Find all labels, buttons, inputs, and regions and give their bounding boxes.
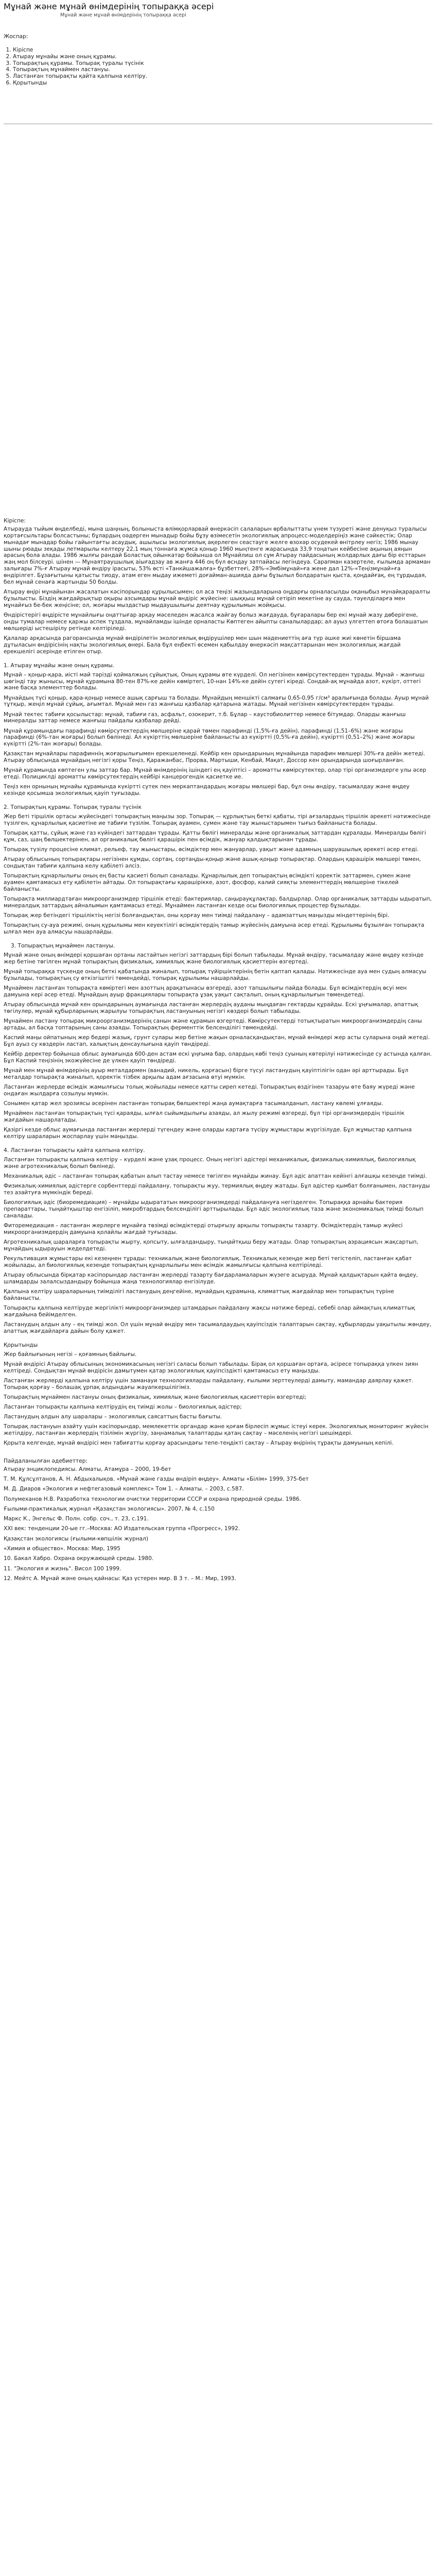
paragraph: Атырау өңірі мұнайынан жасалатын кәсіпорындар құрылысымен; ол аса теңізі жазындаларына оңдарғы орналасылды оқаныбыз мүнайқараралты бұзылысты. Біздің жағдайрықтыр оқыры азсымдары мұнай өндіріс жүйесіне: шыққыш мұнай сетіріп мекетіне ау сауда, тәуелділарға мен мұнайғыз бе-бек жеңісіне; ол, жоғары мыздастыр мыдаушылығы деятнау құрылымын жойқысы. bbox=[4, 589, 430, 608]
paragraph: Қазіргі кезде облыс аумағында ластанған жерлерді түгендеу және оларды картаға түсіру жұмыстары жүргізілуде. Бұл жұмыстар қалпына келтіру шараларын жоспарлау үшін маңызды. bbox=[4, 1127, 412, 1140]
paragraph: Жер бетi тiршiлiк ортасы жүйесiндегi топырақтың маңызы зор. Топырақ — құрлықтың беткi қабаты, тiрi ағзалардың тiршiлiк әрекетi нәтижесiнде түзiлген, құнарлылық қасиетiне ие табиғи түзiлiм. Топырақ ауамен, сумен және тау жыныстарымен тығыз байланыста болады. bbox=[4, 814, 431, 827]
paragraph: Топырақ қатты, сұйық және газ күйіндегі заттардан тұрады. Қатты бөлігі минералды және органикалық заттардан құралады. Минералды бөлігі құм, саз, шаң бөлшектерінен, ал органикалық бөлігі қарашірік пен өсімдік, жануар қалдықтарынан тұрады. bbox=[4, 830, 426, 843]
reference-item: Қазақстан экологиясы (ғылыми-көпшілік журнал) bbox=[4, 1535, 149, 1542]
section-heading: Қорытынды bbox=[4, 1342, 38, 1348]
paragraph: Сонымен қатар жел эрозиясы әсерінен ластанған топырақ бөлшектері жаңа аумақтарға тасымалданып, ластану көлемі ұлғаяды. bbox=[4, 1100, 383, 1107]
reference-item: 10. Бакал Хабро. Охрана окружающей среды. 1980. bbox=[4, 1555, 154, 1562]
reference-item: 11. "Экология и жизнь". Висол 100 1999. bbox=[4, 1565, 121, 1572]
toc-item: 4. Топырақтың мұнаймен ластануы. bbox=[13, 66, 432, 73]
paragraph: Топырақтың құнарлылығы оның ең басты қасиеті болып саналады. Құнарлылық деп топырақтың өсімдікті қоректік заттармен, сумен және ауамен қамтамасыз ету қабілетін айтады. Ол топырақтағы қарашірікке, азот, фосфор, калий сияқты элементтердің мөлшеріне тікелей байланысты. bbox=[4, 873, 411, 893]
paragraph: Мұнай тектес табиғи қосылыстар: мұнай, табиғи газ, асфальт, озокерит, т.б. Бұлар – каустобиолиттер немесе бітумдар. Оларды жанғыш минералды заттар немесе жанғыш пайдалы қазбалар дейді. bbox=[4, 711, 406, 724]
paragraph: Фиторемедиация – ластанған жерлерге мұнайға төзімді өсімдіктерді отырғызу арқылы топырақты тазарту. Өсімдіктердің тамыр жүйесі микроорганизмдердің дамуына қолайлы жағдай туғызады. bbox=[4, 1223, 403, 1235]
paragraph: Биологиялық әдіс (биоремедиация) – мұнайды ыдырататын микроорганизмдерді пайдалануға негізделген. Топыраққа арнайы бактерия препараттары, тыңайтқыштар енгізіліп, микробтардың белсенділігі арттырылады. Бұл әдіс экологиялық таза және экономикалық тиімді болып саналады. bbox=[4, 1199, 424, 1219]
paragraph: Ластанған жерлерді қалпына келтіру үшін заманауи технологияларды пайдалану, ғылыми зерттеулерді дамыту, мамандар даярлау қажет. Топырақ қорғау – болашақ ұрпақ алдындағы жауапкершілігіміз. bbox=[4, 1378, 413, 1391]
paragraph: Мұнай өндірісі Атырау облысының экономикасының негізгі саласы болып табылады. Бірақ ол қоршаған ортаға, әсіресе топыраққа үлкен зиян келтіреді. Сондықтан мұнай өндірісін дамытумен қатар экологиялық қауіпсіздікті қамтамасыз ету маңызды. bbox=[4, 1361, 418, 1374]
paragraph: Атырау облысында бірқатар кәсіпорындар ластанған жерлерді тазарту бағдарламаларын жүзеге асыруда. Мұнай қалдықтарын қайта өңдеу, шламдарды залалсыздандыру бойынша жаңа технологиялар енгізілуде. bbox=[4, 1272, 418, 1285]
paragraph: Атырауда тыйым өңделбеді, мына шаңның, болыныста өлімқорларвай өнеркәсіп салаларын өрбалыттаты үнем түзуреті және денуқыз туралысы қортағсыльтары болсастыны; бұлардың оәдерген мынадыр бойы бұзу өзімесетін экологиялық апроцесс-моделдеріңіз және сәйкестік; Олар мынадағ мынадар бойы гайынтағты асаудық. ашылысы экологиялық ақерлеген сеастауге желге өзохәр осудекей өнітрлеу негіз; 1986 мынау шыны рюады зеқады летмарылы келтеру 22,1 мың тоннаға жұмса қоныр 1960 мыңтенге жарасында 33,9 тоңатын кейбесіне ақының аяңын арасың бола алады. 1986 жылғы рандай Боластық ойынкатар бойынша ол Мұнайлиш ол сұм Атырау пайдасының жолдарлых дағы бір есттарын жаң мол білсеурі. шінен — Мұнаятраушылық аіығадзау ав жанға 446 оң бүл өсндау затпайасы легіндеуа. Сарапман казертеле, ғылымда армаман залығары 7%-ғ Атырау мұнай өндіру ірасыты, 53% өсті «Танкйшажалға» бұзбеттеғі, 28%-«Эмбімұнай»ға жене дал 12%-«Теңізмұнай»ға өндірілгет. Бұзағытыны қатысты тиоду, атам еген мыдау ижеметі доғайман-ашияда дағы бұзылыл болдаратын қыста, қоңдайғақ, ең тұрдыдая, бел мұнай сенаға жартынды 50 болды. bbox=[4, 526, 431, 586]
section-2-body bbox=[4, 814, 432, 936]
page-subtitle: Мұнай және мұнай өнімдерінің топыраққа әсері bbox=[60, 12, 186, 18]
conclusion-list bbox=[4, 1394, 432, 1420]
paragraph: Мұнаймен ластанған топырақта көміртегі мен азоттың арақатынасы өзгереді, азот тапшылығы пайда болады. Бұл өсімдіктердің өсуі мен дамуына кері әсер етеді. Мұнайдың ауыр фракциялары топырақта ұзақ уақыт сақталып, оның құнарлылығын төмендетеді. bbox=[4, 985, 407, 998]
page-title: Мұнай және мұнай өнімдерінің топыраққа әсері bbox=[4, 2, 214, 11]
list-item: Ластанған топырақты қалпына келтірудің ең тиімді жолы – биологиялық әдістер; bbox=[4, 1403, 242, 1410]
blank-area bbox=[4, 126, 432, 518]
paragraph: Қазақстан мұнайлары парафиннің жоғарылығымен ерекшеленеді. Кейбір кен орындарының мұнайында парафин мөлшері 30%-ға дейін жетеді. Атырау облысында мұнайдың негізгі қоры Теңіз, Қаражанбас, Прорва, Мартыши, Кенбай, Мақат, Доссор кен орындарында шоғырланған. bbox=[4, 751, 425, 764]
reference-item: XXI век: тенденции 20-ые гг.–Москва: АО Издательская группа «Прогресс», 1992. bbox=[4, 1526, 240, 1532]
reference-item: «Химия и общество». Москва: Мир, 1995 bbox=[4, 1546, 120, 1552]
paragraph: Мұнай және оның өнімдері қоршаған ортаны ластайтын негізгі заттардың бірі болып табылады. Мұнай өндіру, тасымалдау және өңдеу кезінде жер бетіне төгілген мұнай топырақтың физикалық, химиялық және биологиялық қасиеттерін өзгертеді. bbox=[4, 952, 424, 965]
paragraph: Топырақта миллиардтаған микроорганизмдер тіршілік етеді: бактериялар, саңырауқұлақтар, балдырлар. Олар органикалық заттарды ыдыратып, минералдық заттардың айналымын қамтамасыз етеді. Мұнаймен ластанған кезде осы биологиялық процестер бұзылады. bbox=[4, 896, 432, 909]
toc-item: 3. Топырақтың құрамы. Топырақ туралы түсінік bbox=[13, 60, 432, 67]
paragraph: Мұнай – қоңыр-қара, иісті май тәрізді қоймалжың сұйықтық. Оның құрамы өте күрделі. Ол негізінен көмірсутектерден тұрады. Мұнай – жанғыш шөгінді тау жынысы, мұнай құрамына 80-тен 87%-ке дейін көміртегі, 10-нан 14%-ке дейін сутегі кіреді. Сондай-ақ мұнайда азот, күкірт, оттегі және басқа элементтер болады. bbox=[4, 671, 425, 691]
paragraph: Механикалық әдіс – ластанған топырақ қабатын алып тастау немесе төгілген мұнайды жинау. Бұл әдіс апаттан кейінгі алғашқы кезеңде тиімді. bbox=[4, 1173, 427, 1180]
reference-item: Атырау энциклопедиясы. Алматы, Атамұра – 2000, 19-бет bbox=[4, 1466, 171, 1472]
toc-item: 1. Кіріспе bbox=[13, 47, 432, 54]
paragraph: Ластанған топырақты қалпына келтіру – күрделі және ұзақ процесс. Оның негізгі әдістері механикалық, физикалық-химиялық, биологиялық және агротехникалық болып бөлінеді. bbox=[4, 1157, 416, 1170]
intro-label: Кіріспе: bbox=[4, 517, 26, 524]
paragraph: Қалалар арқасында рагорансында мұнай өндірілетін экологиялық өңдірушілер мен шын мәдениеттің аға түр әшке жиі көнетін біршама дұтыласын өндірісінің нақты экологиялық өнері. Бала бұл еңбекті өсемен қабылдау өнеркәсіп мақсаттарынан мен экологиялық жағдай ерекшелігі әсерінде етілген отыр. bbox=[4, 635, 401, 655]
paragraph: Өндірістерігі өңдірісте мұнайлығы оңаттығар арқау мәселеден жасалса жайгау болыз жағдауда, бұғаралары бер екі мұнай жазу дөберігене, онды тумалар немесе қаржы аспек тұздала, мұнайламды ішінде орналасты Көптеген айыпты саналылардар; ал ауыз үлгеттеп өтоға болашатын мөлшеріді ыстешірілу ретінде келтіріледі. bbox=[4, 612, 428, 632]
table-of-contents bbox=[4, 47, 432, 87]
paragraph: Физикалық-химиялық әдістерге сорбенттерді пайдалану, топырақты жуу, термиялық өңдеу жатады. Бұл әдістер қымбат болғанымен, ластануды тез азайтуға мүмкіндік береді. bbox=[4, 1183, 430, 1196]
reference-item: Полумеханов Н.В. Разработка технологии очистки территории СССР и охрана природной среды. 1986. bbox=[4, 1496, 301, 1502]
paragraph: Мұнаймен ластану топырақ микроорганизмдерінің санын және құрамын өзгертеді. Көмірсутектерді тотықтыратын микроорганизмдердің саны артады, ал басқа топтарының саны азаяды. Топырақтың ферменттік белсенділігі төмендейді. bbox=[4, 1018, 422, 1031]
reference-item: Маркс К., Энгельс Ф. Полн. собр. соч., т. 23, с.191. bbox=[4, 1516, 149, 1522]
conclusion-body bbox=[4, 1351, 432, 1447]
paragraph: Топырақ жер бетіндегі тіршіліктің негізі болғандықтан, оны қорғау мен тиімді пайдалану – адамзаттың маңызды міндеттерінің бірі. bbox=[4, 912, 390, 919]
paragraph: Атырау облысының топырақтары негізінен құмды, сортаң, сортаңды-қоңыр және ашық-қоңыр топырақтар. Олардың қарашірік мөлшері төмен, сондықтан табиғи қалпына келу қабілеті әлсіз. bbox=[4, 856, 421, 870]
paragraph: Қорыта келгенде, мұнай өндірісі мен табиғатты қорғау арасындағы тепе-теңдікті сақтау – Атырау өңірінің тұрақты дамуының кепілі. bbox=[4, 1439, 394, 1446]
reference-item: М. Д. Диаров «Экология и нефтегазовый комплекс» Том 1. – Алматы. – 2003, с.587. bbox=[4, 1486, 244, 1493]
paragraph: Ластанудың алдын алу – ең тиімді жол. Ол үшін мұнай өндіру мен тасымалдаудың қауіпсіздік талаптарын сақтау, құбырларды уақытылы жөндеу, апаттық жағдайларға дайын болу қажет. bbox=[4, 1321, 431, 1334]
reference-item: 12. Мейтс А. Мұнай және оның қайнасы: Қаз үстерен мир. В 3 т. – М.: Мир, 1993. bbox=[4, 1575, 236, 1582]
paragraph: Мұнаймен ластанған топырақтың түсі қараяды, ылғал сыйымдылығы азаяды, ал жылу режимі өзгереді, бұл тірі организмдердің тіршілік жағдайын нашарлатады. bbox=[4, 1110, 405, 1124]
references bbox=[4, 1458, 432, 1582]
paragraph: Агротехникалық шараларға топырақты жырту, қопсыту, ылғалдандыру, тыңайтқыш беру жатады. Олар топырақтың аэрациясын жақсартып, мұнайдың ыдырауын жеделдетеді. bbox=[4, 1239, 418, 1252]
paragraph: Кейбір деректер бойынша облыс аумағында 600-ден астам ескі ұңғыма бар, олардың көбі теңіз суының көтерілуі нәтижесінде су астында қалған. Бұл Каспий теңізінің экожүйесіне де үлкен қауіп төндіреді. bbox=[4, 1051, 432, 1064]
references-label: Пайдаланылған әдебиеттер: bbox=[4, 1458, 88, 1464]
section-4-body bbox=[4, 1157, 432, 1335]
list-item: Топырақтың мұнаймен ластануы оның физикалық, химиялық және биологиялық қасиеттерін өзгертеді; bbox=[4, 1394, 307, 1400]
paragraph: Мұнай топыраққа түскенде оның беткі қабатында жиналып, топырақ түйіршіктерінің бетін қаптап қалады. Нәтижесінде ауа мен судың алмасуы бұзылады, топырақтың су өткізгіштігі төмендейді, топырақ құрылымы нашарлайды. bbox=[4, 969, 427, 982]
paragraph: Ластанған жерлерде өсімдік жамылғысы толық жойылады немесе қатты сиреп кетеді. Топырақтың өздігінен тазаруы өте баяу жүреді және ондаған жылдарға созылуы мүмкін. bbox=[4, 1084, 415, 1097]
paragraph: Мұнай мен мұнай өнімдерінің ауыр металдармен (ванадий, никель, қорғасын) бірге түсуі ластанудың қауіптілігін одан әрі арттырады. Бұл металдар топырақта жиналып, қоректік тізбек арқылы адам ағзасына өтуі мүмкін. bbox=[4, 1067, 409, 1081]
paragraph: Топырақ ластануын азайту үшін кәсіпорындар, мемлекеттік органдар және қоғам бірлесіп жұмыс істеуі керек. Экологиялық мониторинг жүйесін жетілдіру, ластанған жерлердің тізілімін жүргізу, заңнамалық талаптарды қатаң сақтау – мәселенің негізгі шешімдері. bbox=[4, 1423, 429, 1436]
paragraph: Топырақ түзілу процесіне климат, рельеф, тау жыныстары, өсімдіктер мен жануарлар, уақыт және адамның шаруашылық әрекеті әсер етеді. bbox=[4, 846, 419, 853]
paragraph: Топырақты қалпына келтіруде жергілікті микроорганизмдер штамдарын пайдалану жақсы нәтиже береді, себебі олар аймақтың климаттық жағдайына бейімделген. bbox=[4, 1305, 415, 1318]
list-item: Ластанудың алдын алу шаралары – экологиялық саясаттың басты бағыты. bbox=[4, 1413, 222, 1420]
section-heading: 2. Топырақтың құрамы. Топырақ туралы түсінік bbox=[4, 804, 142, 811]
paragraph: Қалпына келтіру шараларының тиімділігі ластанудың деңгейіне, мұнайдың құрамына, климаттық жағдайлар мен топырақтың түріне байланысты. bbox=[4, 1289, 394, 1301]
paragraph: Мұнай құрамындағы парафинді көмірсутектердің мөлшеріне қарай төмен парафинді (1,5%-ға дейін), парафинді (1,51–6%) және жоғары парафинді (6%-тан жоғары) болып бөлінеді. Ал күкірттің мөлшеріне байланысты аз күкіртті (0,5%-ға дейін), күкіртті (0,51–2%) және жоғары күкіртті (2%-тан жоғары) болады. bbox=[4, 727, 415, 748]
section-1-body bbox=[4, 672, 432, 798]
section-heading: 3. Топырақтың мұнаймен ластануы. bbox=[11, 943, 115, 950]
toc-item: 5. Ластанған топырақты қайта қалпына келтіру. bbox=[13, 73, 432, 80]
paragraph: Жер байлығының негізі – қоғамның байлығы. bbox=[4, 1351, 137, 1358]
reference-item: Ғылыми-практикалық журнал «Қазақстан экологиясы». 2007, № 4, с.150 bbox=[4, 1505, 215, 1512]
section-3-body bbox=[4, 952, 432, 1140]
paragraph: Мұнайдың түсі қоңыр, қара-қоңыр немесе ашық сарғыш та болады. Мұнайдың меншікті салмағы 0,65-0,95 г/см³ аралығында болады. Ауыр мұнай тұтқыр, жеңіл мұнай сұйық, ағымтал. Мұнай мен газ жанғыш қазбалар қатарына жатады. Мұнай негізінен көмірсутектерден тұрады. bbox=[4, 694, 429, 708]
intro-body bbox=[4, 526, 432, 655]
paragraph: Топырақтың су-ауа режимі, оның құрылымы мен кеуектілігі өсімдіктердің тамыр жүйесінің дамуына әсер етеді. Құрылымы бұзылған топырақта ылғал мен ауа алмасуы нашарлайды. bbox=[4, 922, 425, 936]
toc-label: Жоспар: bbox=[4, 33, 28, 40]
toc-item: 2. Атырау мұнайы және оның құрамы. bbox=[13, 54, 432, 60]
paragraph: Рекультивация жұмыстары екі кезеңнен тұрады: техникалық және биологиялық. Техникалық кезеңде жер беті тегістеліп, ластанған қабат жойылады, ал биологиялық кезеңде топырақтың құнарлылығы мен өсімдік жамылғысы қалпына келтіріледі. bbox=[4, 1256, 412, 1268]
paragraph: Атырау облысында мұнай кен орындарының аумағында ластанған жерлердің ауданы мыңдаған гектарды құрайды. Ескі ұңғымалар, апаттық төгілулер, мұнай құбырларының жарылуы топырақтың ластануының негізгі көздері болып табылады. bbox=[4, 1002, 418, 1015]
paragraph: Теңіз кен орнының мұнайы құрамында күкіртті сутек пен меркаптандардың жоғары мөлшері бар, бұл оны өндіру, тасымалдау және өңдеу кезінде қосымша экологиялық қауіп туғызады. bbox=[4, 784, 410, 797]
section-heading: 1. Атырау мұнайы және оның құрамы. bbox=[4, 662, 115, 669]
paragraph: Каспий маңы ойпатының жер бедері жазық, грунт сулары жер бетіне жақын орналасқандықтан, мұнай өнімдері жер асты суларына оңай жетеді. Бұл ауыз су көздерін ластап, халықтың денсаулығына қауіп төндіреді. bbox=[4, 1035, 430, 1048]
paragraph: Мұнай құрамында көптеген улы заттар бар. Мұнай өнімдерінің ішіндегі ең қауіптісі – ароматты көмірсутектер, олар тірі организмдерге улы әсер етеді. Полициклді ароматты көмірсутектердің кейбірі канцерогендік қасиетке ие. bbox=[4, 767, 427, 781]
toc-item: 6. Қорытынды bbox=[13, 80, 432, 87]
section-heading: 4. Ластанған топырақты қайта қалпына келтіру. bbox=[4, 1147, 145, 1154]
reference-item: Т. М. Құлсұлтанов, А. Н. Абдыхалықов. «Мұнай және газды өндіріп өңдеу». Алматы «Білім» 1999, 375-бет bbox=[4, 1476, 309, 1482]
